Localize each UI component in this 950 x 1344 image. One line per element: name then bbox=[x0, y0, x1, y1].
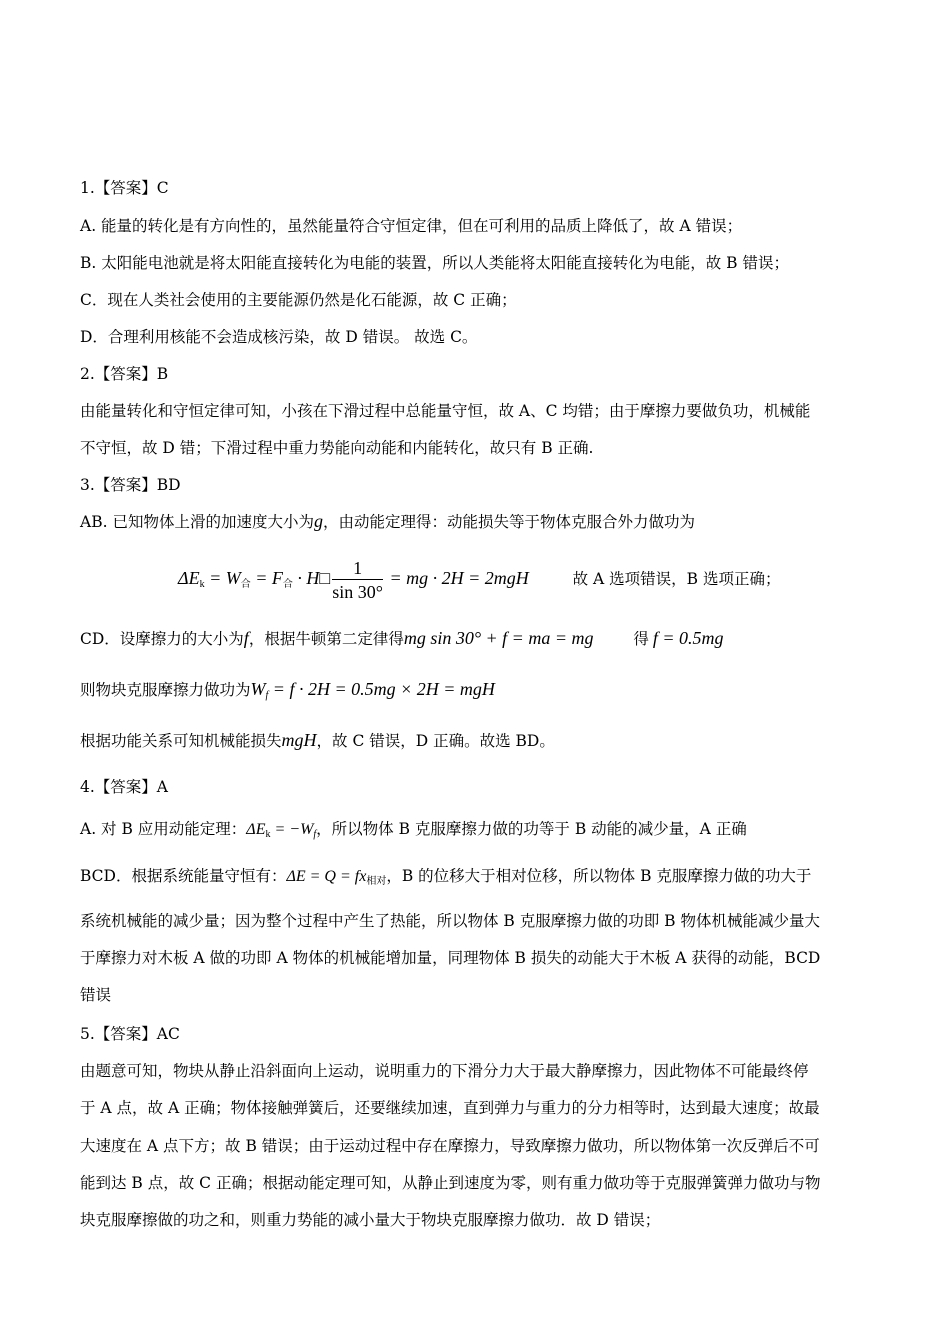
q3-conclusion-mgh: mgH bbox=[281, 730, 317, 750]
q3-conclusion-text-2: ，故 C 错误，D 正确。故选 BD。 bbox=[316, 732, 555, 750]
q4-answer-heading: 4.【答案】A bbox=[80, 778, 168, 796]
q3-cd-text: CD．设摩擦力的大小为 bbox=[80, 630, 244, 648]
q4-option-a-line bbox=[80, 819, 747, 845]
eq1-fraction: $\frac{1}{\sin 30^\circ}$ bbox=[332, 557, 383, 602]
q3-conclusion-line bbox=[80, 730, 555, 751]
q4-bcd-equation: $\Delta E = Q = fx_{相对}$ bbox=[286, 868, 387, 887]
q3-ab-line bbox=[80, 511, 695, 532]
q3-ab-g-symbol: g bbox=[313, 511, 323, 531]
q4-bcd-line bbox=[80, 866, 811, 892]
q4-a-text-2: ，所以物体 B 克服摩擦力做的功等于 B 动能的减少量，A 正确 bbox=[316, 820, 747, 838]
q1-answer-heading: 1.【答案】C bbox=[80, 179, 169, 197]
q3-cd-equation: mg sin 30° + f = ma = mg bbox=[403, 628, 594, 648]
q1-option-d: D．合理利用核能不会造成核污染，故 D 错误。 故选 C。 bbox=[80, 328, 478, 346]
q5-explanation-line-4: 能到达 B 点，故 C 正确；根据动能定理可知，从静止到速度为零，则有重力做功等于克服弹簧弹力做功与物 bbox=[80, 1174, 821, 1192]
q4-bcd-text-2: ，B 的位移大于相对位移，所以物体 B 克服摩擦力做的功大于 bbox=[386, 867, 812, 885]
eq1-note: 故 A 选项错误，B 选项正确； bbox=[572, 570, 781, 588]
q5-answer-heading: 5.【答案】AC bbox=[80, 1025, 180, 1043]
q1-option-b: B. 太阳能电池就是将太阳能直接转化为电能的装置，所以人类能将太阳能直接转化为电能，故 B 错误； bbox=[80, 254, 789, 272]
q3-cd-text-2: ，根据牛顿第二定律得 bbox=[248, 630, 404, 648]
q3-work-text: 则物块克服摩擦力做功为 bbox=[80, 681, 251, 699]
q2-explanation-line-2: 不守恒，故 D 错；下滑过程中重力势能向动能和内能转化，故只有 B 正确. bbox=[80, 439, 594, 457]
q3-work-line bbox=[80, 679, 495, 706]
q1-option-c: C．现在人类社会使用的主要能源仍然是化石能源，故 C 正确； bbox=[80, 291, 517, 309]
q4-explanation-line-3: 系统机械能的减少量；因为整个过程中产生了热能，所以物体 B 克服摩擦力做的功即 B 物体机械能减少量大 bbox=[80, 912, 820, 930]
q3-cd-text-3: 得 bbox=[633, 630, 649, 648]
q5-explanation-line-1: 由题意可知，物块从静止沿斜面向上运动，说明重力的下滑分力大于最大静摩擦力，因此物体不可能最终停 bbox=[80, 1062, 809, 1080]
q2-explanation-line-1: 由能量转化和守恒定律可知，小孩在下滑过程中总能量守恒，故 A、C 均错；由于摩擦力要做负功，机械能 bbox=[80, 402, 811, 420]
q2-answer-heading: 2.【答案】B bbox=[80, 365, 169, 383]
q3-cd-result: f = 0.5mg bbox=[652, 628, 724, 648]
q3-cd-f-symbol: f bbox=[243, 628, 249, 648]
q3-ab-text-2: ，由动能定理得：动能损失等于物体克服合外力做功为 bbox=[322, 513, 695, 531]
q3-conclusion-text: 根据功能关系可知机械能损失 bbox=[80, 732, 282, 750]
q4-explanation-line-5: 错误 bbox=[80, 986, 112, 1004]
eq1-lhs: $\Delta E_k = W_合 = F_合$ · H□ bbox=[178, 568, 331, 590]
q4-a-equation: $\Delta E_k = -W_f$ bbox=[246, 821, 317, 840]
q1-option-a: A. 能量的转化是有方向性的，虽然能量符合守恒定律，但在可利用的品质上降低了，故 A 错误； bbox=[80, 217, 743, 235]
q3-cd-line bbox=[80, 628, 724, 649]
q3-kinetic-energy-equation bbox=[178, 552, 781, 611]
q3-work-equation: $W_f = f \cdot 2H = 0.5mg \times 2H$ = mgH bbox=[250, 679, 495, 701]
q5-explanation-line-3: 大速度在 A 点下方；故 B 错误；由于运动过程中存在摩擦力，导致摩擦力做功，所以物体第一次反弹后不可 bbox=[80, 1137, 820, 1155]
q5-explanation-line-5: 块克服摩擦做的功之和，则重力势能的减小量大于物块克服摩擦力做功．故 D 错误； bbox=[80, 1211, 661, 1229]
q4-a-text: A. 对 B 应用动能定理： bbox=[80, 820, 247, 838]
eq1-rhs: = mg · 2H = 2mgH bbox=[384, 568, 529, 588]
q5-explanation-line-2: 于 A 点，故 A 正确；物体接触弹簧后，还要继续加速，直到弹力与重力的分力相等时，达到最大速度；故最 bbox=[80, 1099, 820, 1117]
q4-explanation-line-4: 于摩擦力对木板 A 做的功即 A 物体的机械能增加量，同理物体 B 损失的动能大于木板 A 获得的动能，BCD bbox=[80, 949, 821, 967]
q4-bcd-text: BCD．根据系统能量守恒有： bbox=[80, 867, 287, 885]
q3-ab-text: AB. 已知物体上滑的加速度大小为 bbox=[80, 513, 314, 531]
q3-answer-heading: 3.【答案】BD bbox=[80, 476, 181, 494]
